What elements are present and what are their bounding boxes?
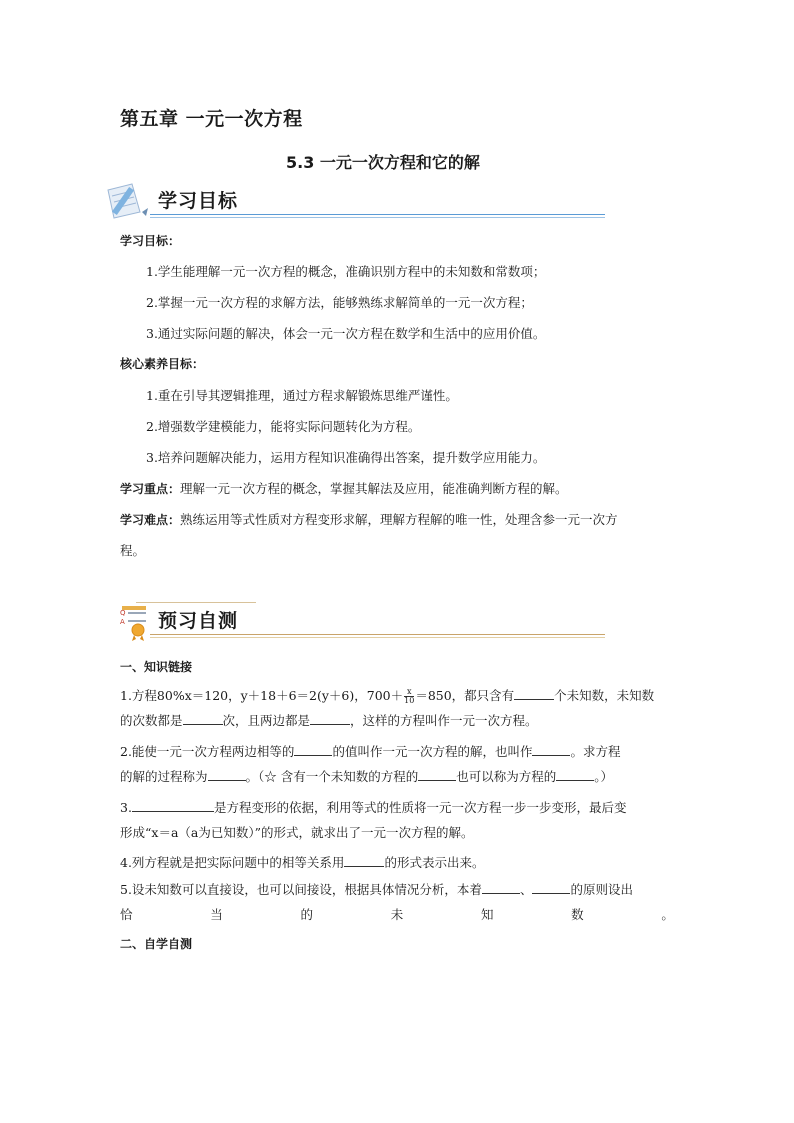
answer-blank[interactable] (532, 742, 570, 756)
answer-blank[interactable] (132, 798, 214, 812)
difficulty-text: 熟练运用等式性质对方程变形求解，理解方程解的唯一性，处理含参一元一次方 (180, 512, 618, 527)
text: ＝850，都只含有 (415, 688, 515, 703)
text: 。求方程 (570, 744, 621, 759)
question-4 (120, 850, 484, 875)
svg-text:A: A (120, 618, 125, 626)
difficulty-line (120, 510, 618, 528)
question-1-line-1 (120, 683, 654, 708)
banner-title: 预习自测 (158, 610, 239, 632)
banner-rule (150, 214, 605, 215)
question-2-line-1 (120, 739, 620, 764)
focus-label: 学习重点： (120, 482, 181, 496)
core-item: 1.重在引导其逻辑推理，通过方程求解锻炼思维严谨性。 (146, 388, 458, 403)
char: 。 (661, 907, 674, 922)
text: 5.设未知数可以直接设，也可以间接设，根据具体情况分析，本着 (120, 882, 482, 897)
text: ，这样的方程叫作一元一次方程。 (350, 713, 538, 728)
char: 的 (300, 907, 313, 922)
question-3-line-1 (120, 795, 626, 820)
text: 的次数都是 (120, 713, 183, 728)
part2-heading: 二、自学自测 (120, 937, 193, 951)
answer-blank[interactable] (482, 880, 520, 894)
char: 当 (210, 907, 223, 922)
question-5 (120, 877, 674, 927)
answer-blank[interactable] (418, 767, 456, 781)
answer-blank[interactable] (310, 711, 350, 725)
banner-rule (136, 602, 256, 603)
text: 形成“x＝a（a为已知数）”的形式，就求出了一元一次方程的解。 (120, 825, 474, 840)
banner-rule (150, 634, 605, 635)
denominator: 10 (404, 696, 415, 705)
text: 。（☆ 含有一个未知数的方程的 (245, 769, 419, 784)
svg-text:Q: Q (120, 609, 126, 617)
answer-blank[interactable] (183, 711, 223, 725)
banner-rule (150, 217, 605, 218)
text: 也可以称为方程的 (456, 769, 557, 784)
answer-blank[interactable] (294, 742, 332, 756)
char: 恰 (120, 907, 133, 922)
core-literacy-label: 核心素养目标： (120, 357, 205, 371)
objective-item: 1.学生能理解一元一次方程的概念，准确识别方程中的未知数和常数项； (146, 264, 546, 279)
text: 的值叫作一元一次方程的解，也叫作 (332, 744, 533, 759)
answer-blank[interactable] (514, 686, 554, 700)
text: 次，且两边都是 (222, 713, 311, 728)
text: 1.方程80%x＝120，y＋18＋6＝2(y＋6)，700＋ (120, 688, 404, 703)
focus-line (120, 479, 568, 497)
objectives-label: 学习目标： (120, 234, 181, 248)
banner-rule (150, 637, 605, 638)
question-2 (120, 739, 620, 789)
pencil-ruler-icon (102, 182, 154, 222)
difficulty-label: 学习难点： (120, 513, 181, 527)
section-title: 5.3 一元一次方程和它的解 (286, 153, 480, 172)
question-2-line-2 (120, 764, 620, 789)
numerator: x (404, 688, 414, 697)
char: 知 (480, 907, 494, 922)
question-1-line-2 (120, 708, 654, 733)
text: 的原则设出 (570, 882, 633, 897)
question-5-line-2 (120, 902, 674, 927)
question-3-line-2 (120, 820, 626, 845)
answer-blank[interactable] (556, 767, 594, 781)
core-item: 3.培养问题解决能力，运用方程知识准确得出答案，提升数学应用能力。 (146, 450, 546, 465)
learning-goals-banner (100, 182, 610, 226)
chapter-title: 第五章 一元一次方程 (120, 108, 303, 130)
difficulty-text-cont: 程。 (120, 543, 146, 558)
text: 4.列方程就是把实际问题中的相等关系用 (120, 855, 345, 870)
quiz-badge-icon (118, 602, 154, 642)
banner-title: 学习目标 (158, 190, 239, 212)
part1-heading: 一、知识链接 (120, 660, 193, 674)
objective-item: 2.掌握一元一次方程的求解方法，能够熟练求解简单的一元一次方程； (146, 295, 533, 310)
question-3 (120, 795, 626, 845)
focus-text: 理解一元一次方程的概念，掌握其解法及应用，能准确判断方程的解。 (180, 481, 568, 496)
objective-item: 3.通过实际问题的解决，体会一元一次方程在数学和生活中的应用价值。 (146, 326, 546, 341)
char: 数 (571, 907, 584, 922)
answer-blank[interactable] (208, 767, 246, 781)
question-5-line-1 (120, 877, 674, 902)
text: 3. (120, 800, 132, 815)
text: 的形式表示出来。 (384, 855, 485, 870)
char: 未 (390, 907, 404, 922)
core-item: 2.增强数学建模能力，能将实际问题转化为方程。 (146, 419, 421, 434)
text: 个未知数，未知数 (554, 688, 655, 703)
fraction (404, 688, 414, 705)
text: 2.能使一元一次方程两边相等的 (120, 744, 295, 759)
preview-test-banner (100, 602, 610, 646)
text: 的解的过程称为 (120, 769, 208, 784)
text: 。） (594, 769, 614, 784)
answer-blank[interactable] (532, 880, 570, 894)
text: 、 (519, 882, 533, 897)
answer-blank[interactable] (344, 853, 384, 867)
text: 是方程变形的依据，利用等式的性质将一元一次方程一步一步变形，最后变 (213, 800, 627, 815)
question-1 (120, 683, 654, 733)
